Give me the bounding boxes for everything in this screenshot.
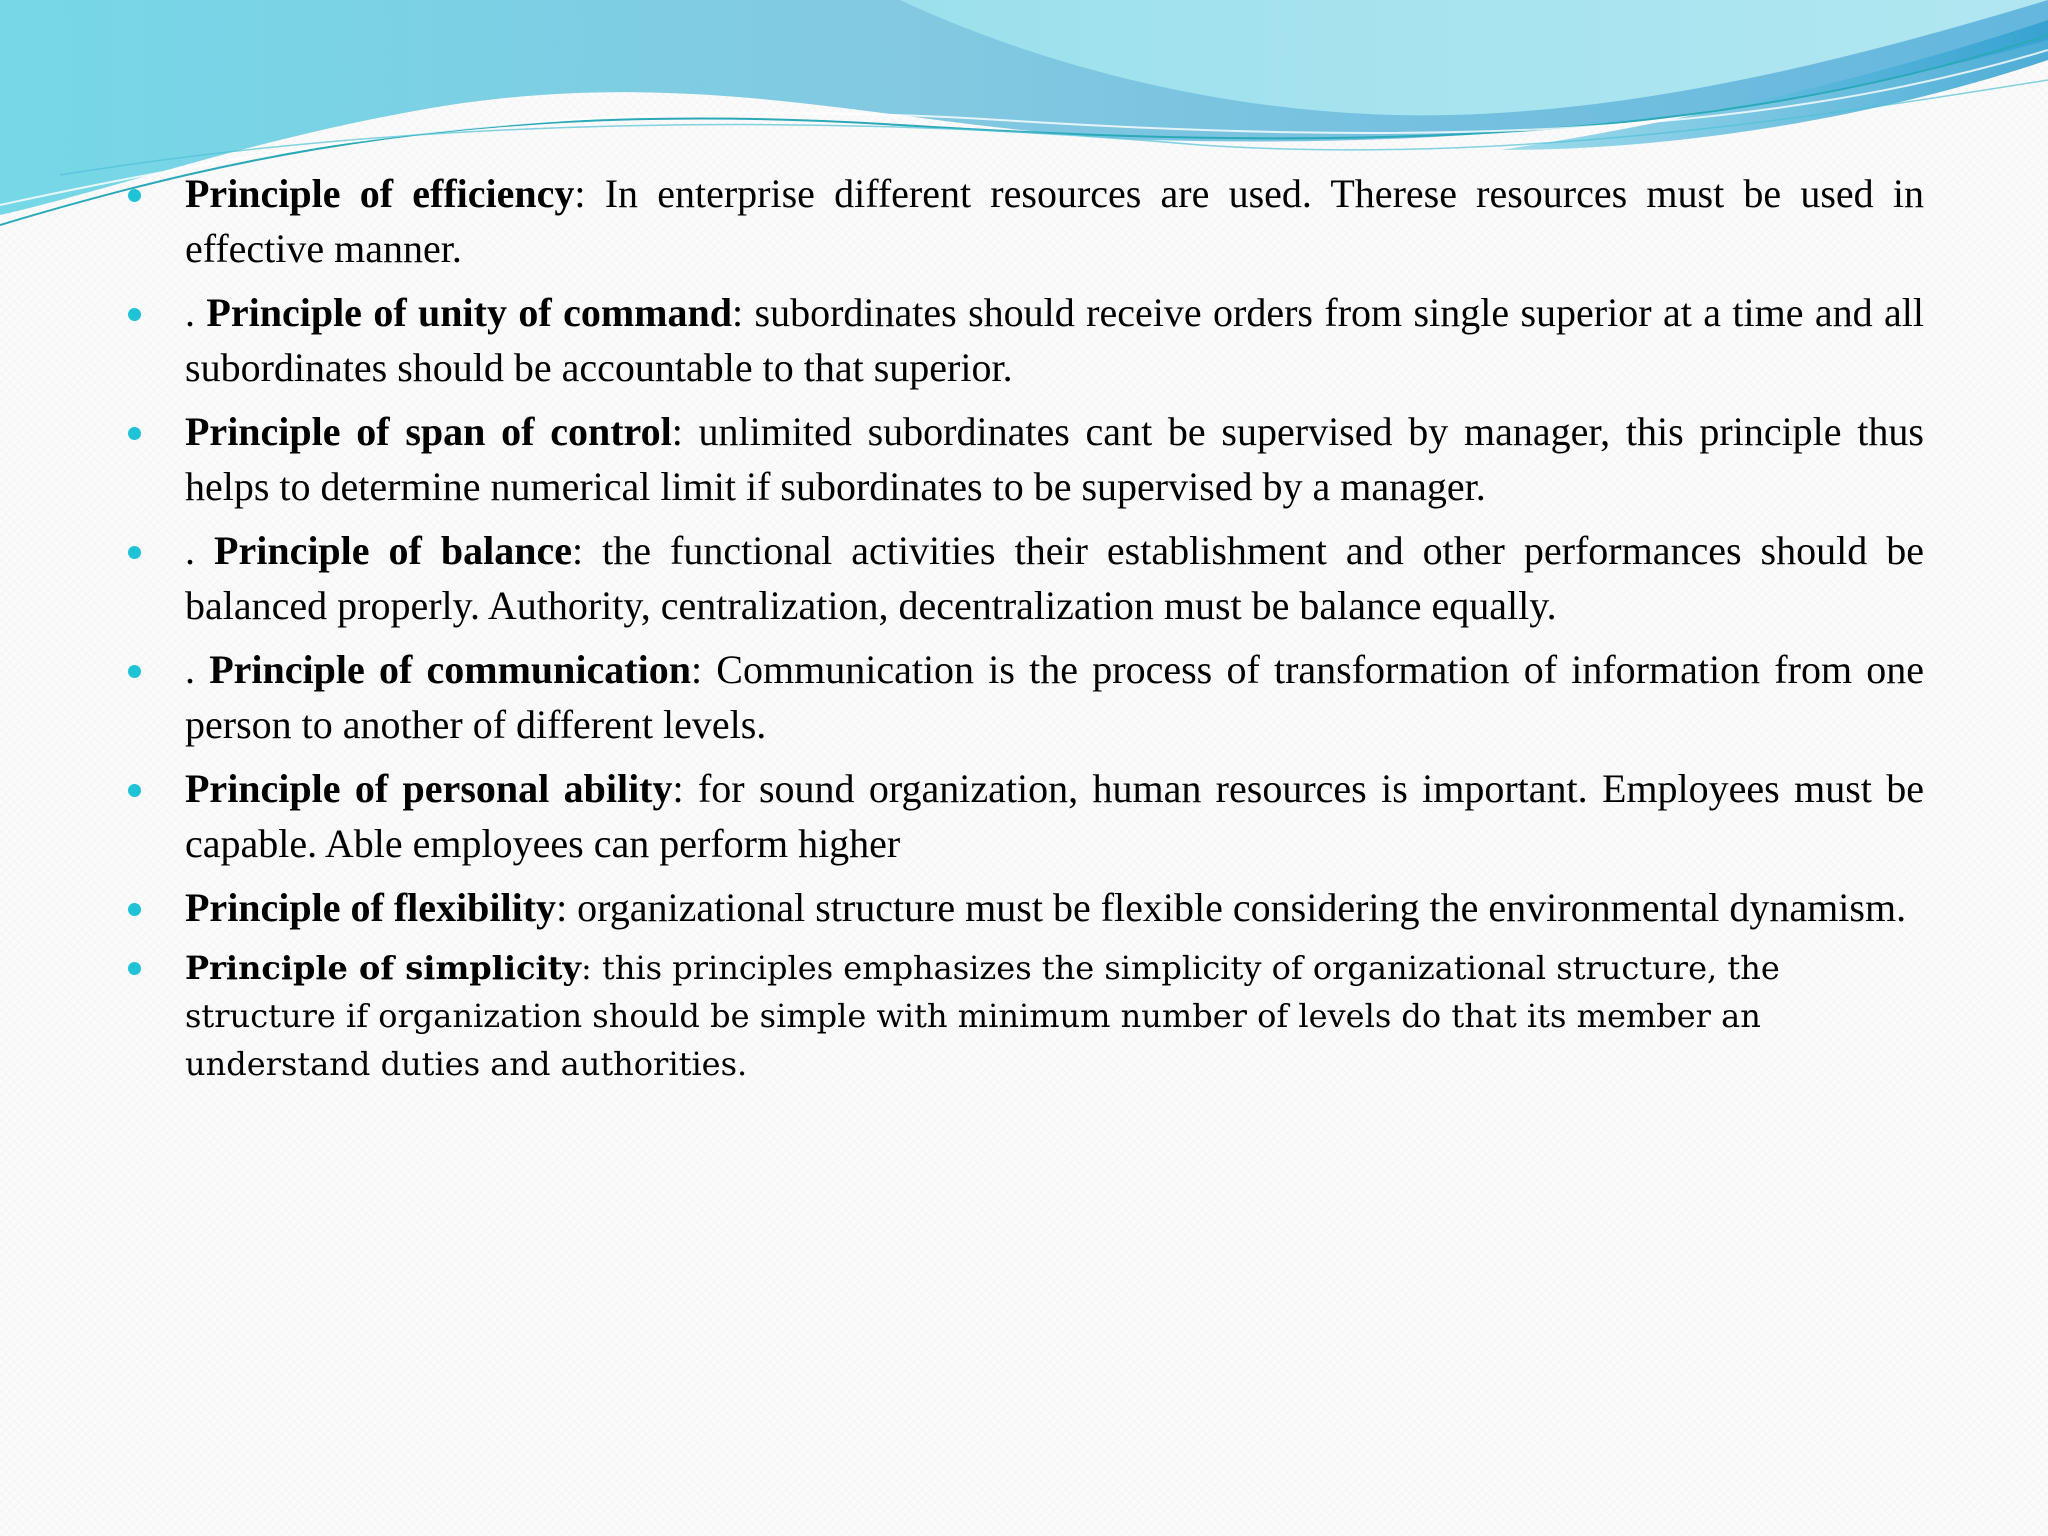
bullet-icon (128, 784, 141, 797)
item-text: : the functional activities their establishment and other performances should be balanced properly. Authority, centralization, decentralization must be balance equally. (185, 528, 1924, 628)
item-term: Principle of simplicity (185, 949, 581, 987)
list-item-simplicity (128, 944, 1924, 1088)
item-text: : Communication is the process of transformation of information from one person to another of different levels. (185, 647, 1925, 747)
list-item-balance: . Principle of balance: the functional activities their establishment and other performances should be balanced properly. Authority, centralization, decentralization must be balance equally. (128, 523, 1924, 633)
item-term: Principle of personal ability (185, 766, 673, 811)
principles-list (128, 166, 1924, 1097)
bullet-icon (128, 427, 141, 440)
bullet-icon (128, 546, 141, 559)
item-text: : for sound organization, human resources is important. Employees must be capable. Able employees can perform higher (185, 766, 1924, 866)
item-term: Principle of communication (209, 647, 691, 692)
list-item-communication: . Principle of communication: Communication is the process of transformation of information from one person to another of different levels. (128, 642, 1924, 752)
list-item-efficiency (128, 166, 1924, 276)
item-text: : organizational structure must be flexible considering the environmental dynamism. (556, 885, 1907, 930)
item-term: Principle of balance (214, 528, 573, 573)
item-text: : In enterprise different resources are used. Therese resources must be used in effective manner. (185, 171, 1924, 271)
bullet-icon (128, 903, 141, 916)
item-term: Principle of efficiency (185, 171, 575, 216)
item-term: Principle of unity of command (206, 290, 732, 335)
list-item-unity-of-command: . Principle of unity of command: subordinates should receive orders from single superior at a time and all subordinates should be accountable to that superior. (128, 285, 1924, 395)
bullet-icon (128, 962, 141, 975)
item-term: Principle of span of control (185, 409, 672, 454)
item-text: : this principles emphasizes the simplicity of organizational structure, the structure if organization should be simple with minimum number of levels do that its member an understand duties and authorities. (185, 949, 1780, 1083)
bullet-icon (128, 189, 141, 202)
list-item-flexibility (128, 880, 1924, 935)
item-text: : unlimited subordinates cant be supervised by manager, this principle thus helps to determine numerical limit if subordinates to be supervised by a manager. (185, 409, 1924, 509)
bullet-icon (128, 665, 141, 678)
list-item-span-of-control (128, 404, 1924, 514)
item-text: : subordinates should receive orders from single superior at a time and all subordinates should be accountable to that superior. (185, 290, 1925, 390)
bullet-icon (128, 308, 141, 321)
item-term: Principle of flexibility (185, 885, 557, 930)
list-item-personal-ability (128, 761, 1924, 871)
